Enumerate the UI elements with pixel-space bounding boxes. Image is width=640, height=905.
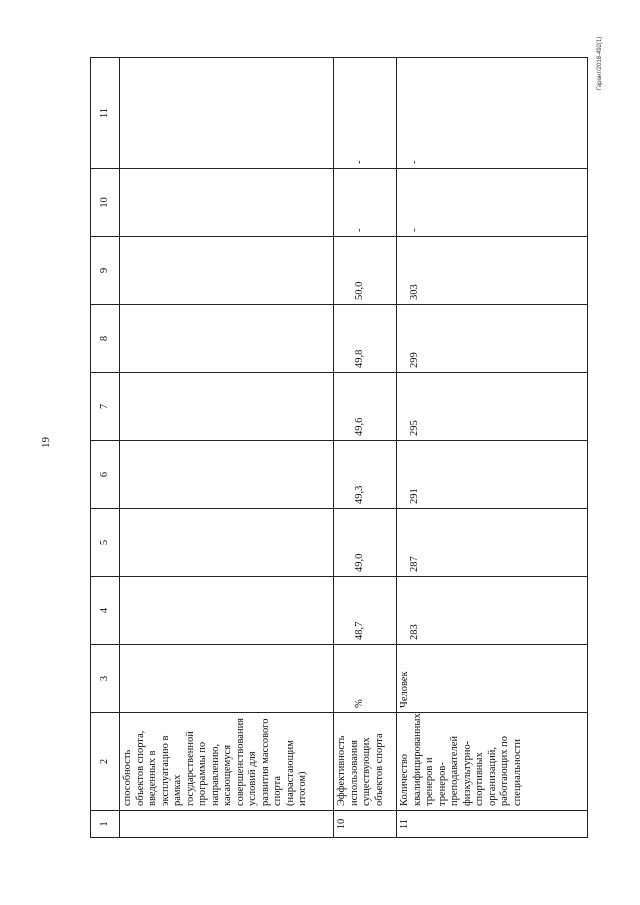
page-number: 19 bbox=[40, 437, 52, 448]
value-cell bbox=[120, 577, 334, 645]
value-cell: - bbox=[397, 169, 588, 237]
row-number: 11 bbox=[397, 811, 588, 838]
header-col-4: 4 bbox=[91, 577, 120, 645]
value-cell: 303 bbox=[397, 237, 588, 305]
value-cell bbox=[120, 305, 334, 373]
table-row bbox=[334, 58, 397, 838]
value-cell: 283 bbox=[397, 577, 588, 645]
unit-cell bbox=[120, 645, 334, 713]
value-cell: 49,6 bbox=[334, 373, 397, 441]
header-col-2: 2 bbox=[91, 713, 120, 811]
value-cell bbox=[120, 373, 334, 441]
indicator-name: Эффективность использования существующих объектов спорта bbox=[334, 713, 397, 811]
indicator-name: способность объектов спорта, введенных в эксплуатацию в рамках государственной программы по направлению, касающемуся совершенствования условий для развития массового спорта (нарастающим итогом) bbox=[120, 713, 334, 811]
header-col-6: 6 bbox=[91, 441, 120, 509]
value-cell: 295 bbox=[397, 373, 588, 441]
value-cell: 49,8 bbox=[334, 305, 397, 373]
header-col-7: 7 bbox=[91, 373, 120, 441]
value-cell: 49,3 bbox=[334, 441, 397, 509]
value-cell: 287 bbox=[397, 509, 588, 577]
value-cell bbox=[120, 509, 334, 577]
document-stamp: Гарант/2018-492(1) bbox=[597, 36, 603, 90]
header-row bbox=[91, 58, 120, 838]
value-cell bbox=[120, 441, 334, 509]
value-cell bbox=[120, 169, 334, 237]
value-cell: 49,0 bbox=[334, 509, 397, 577]
value-cell: 291 bbox=[397, 441, 588, 509]
indicators-table bbox=[90, 57, 588, 838]
header-col-5: 5 bbox=[91, 509, 120, 577]
header-col-11: 11 bbox=[91, 58, 120, 169]
header-col-9: 9 bbox=[91, 237, 120, 305]
table-row bbox=[120, 58, 334, 838]
value-cell bbox=[120, 58, 334, 169]
indicator-name: Количество квалифицированных тренеров и тренеров-преподавателей физкультурно-спортивных организаций, работающих по специальности bbox=[397, 713, 588, 811]
header-col-3: 3 bbox=[91, 645, 120, 713]
value-cell: 50,0 bbox=[334, 237, 397, 305]
unit-cell: % bbox=[334, 645, 397, 713]
value-cell bbox=[120, 237, 334, 305]
header-col-10: 10 bbox=[91, 169, 120, 237]
value-cell: - bbox=[334, 169, 397, 237]
value-cell: - bbox=[397, 58, 588, 169]
table-row bbox=[397, 58, 588, 838]
value-cell: 299 bbox=[397, 305, 588, 373]
value-cell: 48,7 bbox=[334, 577, 397, 645]
header-col-1: 1 bbox=[91, 811, 120, 838]
indicators-table-container bbox=[90, 58, 582, 838]
header-col-8: 8 bbox=[91, 305, 120, 373]
value-cell: - bbox=[334, 58, 397, 169]
unit-cell: Человек bbox=[397, 645, 588, 713]
row-number: 10 bbox=[334, 811, 397, 838]
row-number bbox=[120, 811, 334, 838]
